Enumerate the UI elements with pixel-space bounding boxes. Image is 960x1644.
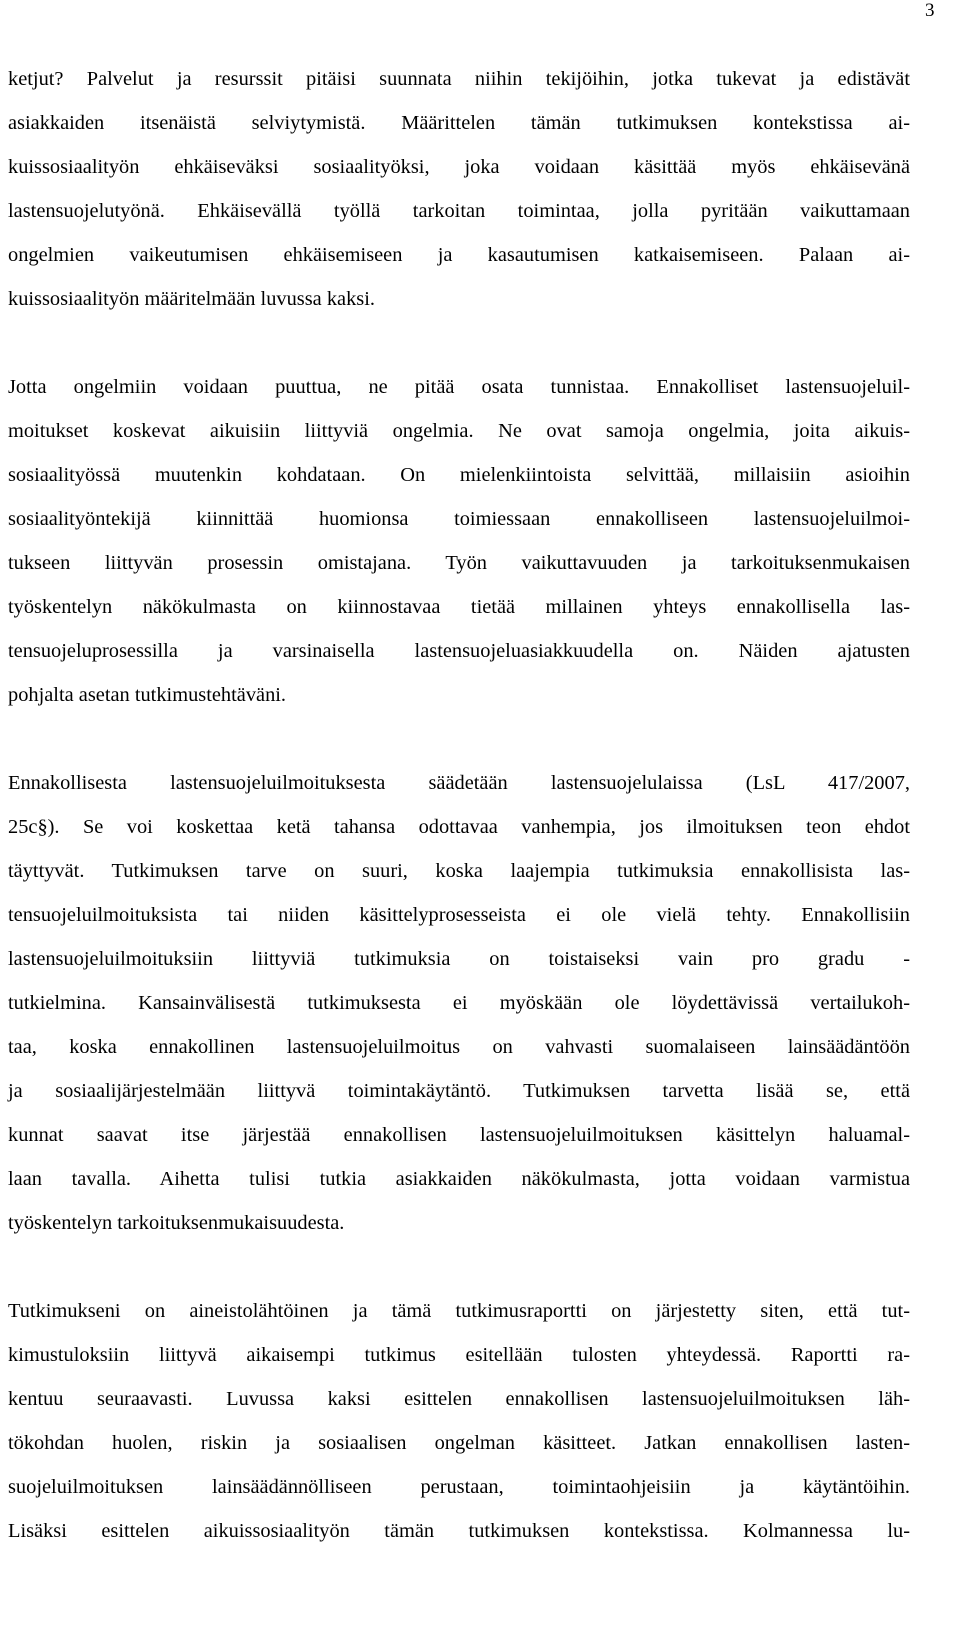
text-line: lastensuojeluilmoituksiin liittyviä tutkimuksia on toistaiseksi vain pro gradu - [8,948,910,970]
page-number: 3 [925,0,935,21]
text-line: 25c§). Se voi koskettaa ketä tahansa odottavaa vanhempia, jos ilmoituksen teon ehdot [8,816,910,838]
text-line: ketjut? Palvelut ja resurssit pitäisi suunnata niihin tekijöihin, jotka tukevat ja edistävät [8,68,910,90]
text-line: tensuojeluprosessilla ja varsinaisella lastensuojeluasiakkuudella on. Näiden ajatusten [8,640,910,662]
text-line: sosiaalityöntekijä kiinnittää huomionsa toimiessaan ennakolliseen lastensuojeluilmoi- [8,508,910,530]
text-line: Tutkimukseni on aineistolähtöinen ja tämä tutkimusraportti on järjestetty siten, että tut- [8,1300,910,1322]
text-line: kimustuloksiin liittyvä aikaisempi tutkimus esitellään tulosten yhteydessä. Raportti ra- [8,1344,910,1366]
text-line: pohjalta asetan tutkimustehtäväni. [8,684,287,706]
text-line: kuissosiaalityön määritelmään luvussa kaksi. [8,288,375,310]
text-line: kuissosiaalityön ehkäiseväksi sosiaalityöksi, joka voidaan käsittää myös ehkäisevänä [8,156,910,178]
text-line: moitukset koskevat aikuisiin liittyviä ongelmia. Ne ovat samoja ongelmia, joita aikuis- [8,420,910,442]
text-line: tökohdan huolen, riskin ja sosiaalisen ongelman käsitteet. Jatkan ennakollisen lasten- [8,1432,910,1454]
text-line: Jotta ongelmiin voidaan puuttua, ne pitää osata tunnistaa. Ennakolliset lastensuojeluil- [8,376,910,398]
text-line: kunnat saavat itse järjestää ennakollisen lastensuojeluilmoituksen käsittelyn haluamal- [8,1124,910,1146]
text-line: työskentelyn tarkoituksenmukaisuudesta. [8,1212,345,1234]
paragraph-legislation [8,761,910,1245]
text-line: suojeluilmoituksen lainsäädännölliseen perustaan, toimintaohjeisiin ja käytäntöihin. [8,1476,910,1498]
text-line: tensuojeluilmoituksista tai niiden käsittelyprosesseista ei ole vielä tehty. Ennakollisiin [8,904,910,926]
text-line: tutkielmina. Kansainvälisestä tutkimuksesta ei myöskään ole löydettävissä vertailukoh- [8,992,910,1014]
text-line: kentuu seuraavasti. Luvussa kaksi esittelen ennakollisen lastensuojeluilmoituksen läh- [8,1388,910,1410]
text-line: täyttyvät. Tutkimuksen tarve on suuri, koska laajempia tutkimuksia ennakollisista las- [8,860,910,882]
text-line: Lisäksi esittelen aikuissosiaalityön tämän tutkimuksen kontekstissa. Kolmannessa lu- [8,1520,910,1542]
text-line: taa, koska ennakollinen lastensuojeluilmoitus on vahvasti suomalaiseen lainsäädäntöön [8,1036,910,1058]
paragraph-structure [8,1289,910,1553]
text-line: tukseen liittyvän prosessin omistajana. Työn vaikuttavuuden ja tarkoituksenmukaisen [8,552,910,574]
text-line: laan tavalla. Aihetta tulisi tutkia asiakkaiden näkökulmasta, jotta voidaan varmistua [8,1168,910,1190]
text-line: asiakkaiden itsenäistä selviytymistä. Määrittelen tämän tutkimuksen kontekstissa ai- [8,112,910,134]
text-line: sosiaalityössä muutenkin kohdataan. On mielenkiintoista selvittää, millaisiin asioihin [8,464,910,486]
paragraph-identification [8,365,910,717]
document-body [8,57,910,1553]
text-line: Ennakollisesta lastensuojeluilmoituksesta säädetään lastensuojelulaissa (LsL 417/2007, [8,772,910,794]
paragraph-intro [8,57,910,321]
text-line: lastensuojelutyönä. Ehkäisevällä työllä tarkoitan toimintaa, jolla pyritään vaikuttamaan [8,200,910,222]
text-line: ja sosiaalijärjestelmään liittyvä toimintakäytäntö. Tutkimuksen tarvetta lisää se, että [8,1080,910,1102]
text-line: työskentelyn näkökulmasta on kiinnostavaa tietää millainen yhteys ennakollisella las- [8,596,910,618]
text-line: ongelmien vaikeutumisen ehkäisemiseen ja kasautumisen katkaisemiseen. Palaan ai- [8,244,910,266]
